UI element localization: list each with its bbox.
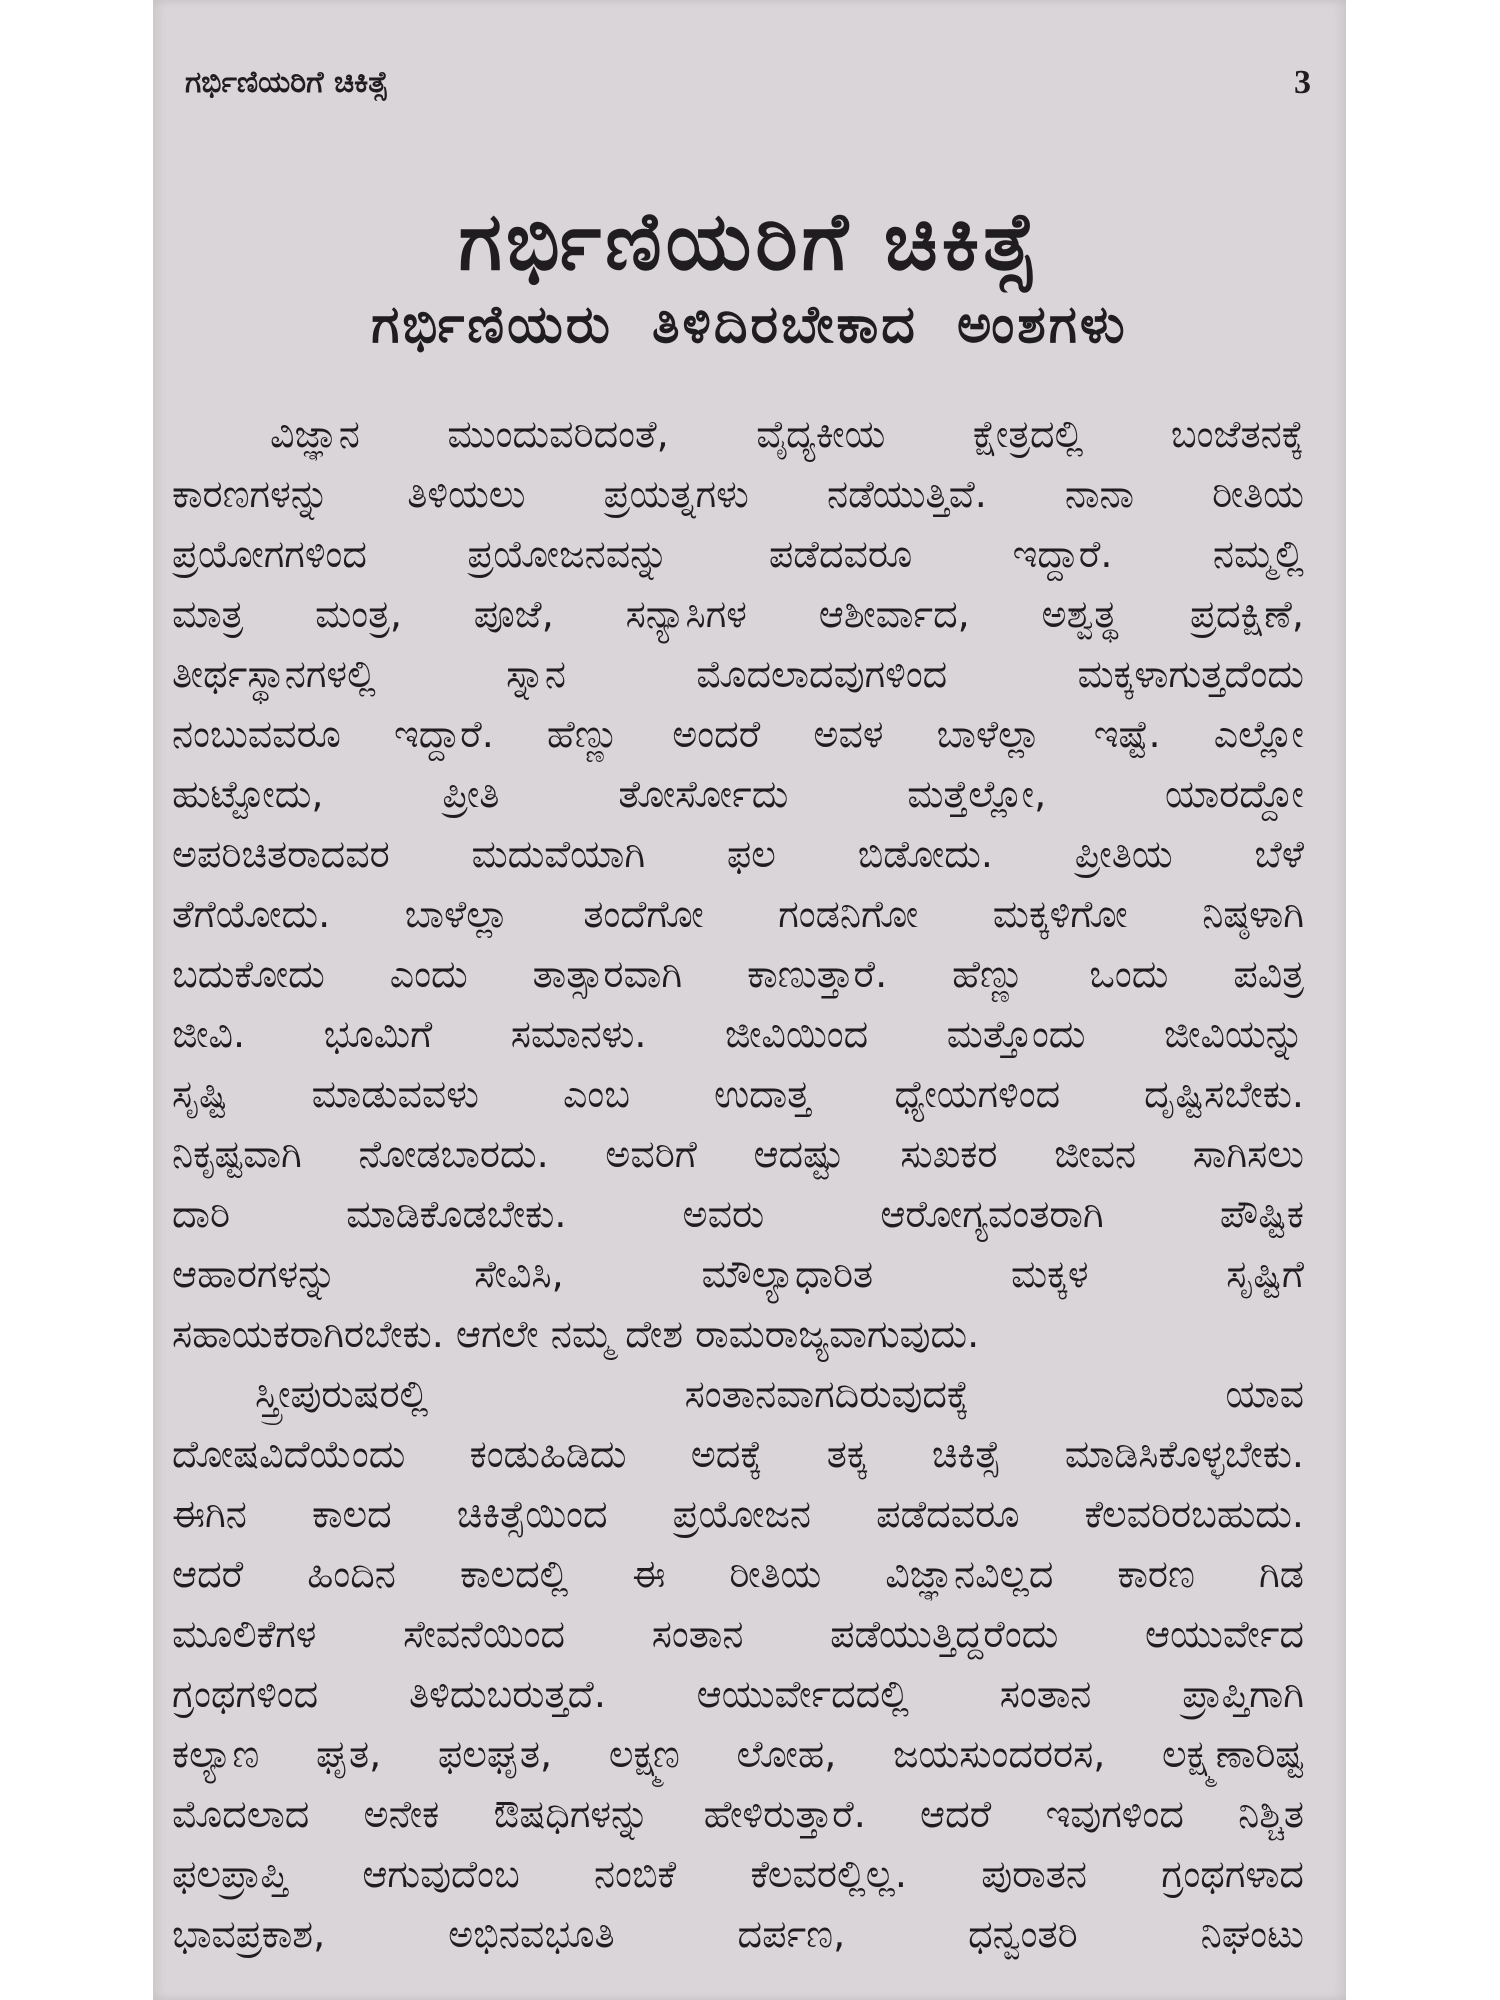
running-header-title: ಗರ್ಭಿಣಿಯರಿಗೆ ಚಿಕಿತ್ಸೆ [185,65,389,100]
text-line: ಬದುಕೋದು ಎಂದು ತಾತ್ಸಾರವಾಗಿ ಕಾಣುತ್ತಾರೆ. ಹೆಣ್ಣು ಒಂದು ಪವಿತ್ರ [172,952,1304,996]
chapter-title: ಗರ್ಭಿಣಿಯರಿಗೆ ಚಿಕಿತ್ಸೆ [458,195,1041,288]
text-line: ಆದರೆ ಹಿಂದಿನ ಕಾಲದಲ್ಲಿ ಈ ರೀತಿಯ ವಿಜ್ಞಾನವಿಲ್ಲದ ಕಾರಣ ಗಿಡ [172,1552,1304,1596]
page-number: 3 [1294,64,1311,101]
text-line: ಕಲ್ಯಾಣ ಘೃತ, ಫಲಘೃತ, ಲಕ್ಷ್ಮಣ ಲೋಹ, ಜಯಸುಂದರರಸ, ಲಕ್ಷ್ಮಣಾರಿಷ್ಟ [172,1732,1304,1776]
text-line: ಅಪರಿಚಿತರಾದವರ ಮದುವೆಯಾಗಿ ಫಲ ಬಿಡೋದು. ಪ್ರೀತಿಯ ಬೆಳೆ [172,832,1304,876]
chapter-subtitle: ಗರ್ಭಿಣಿಯರು ತಿಳಿದಿರಬೇಕಾದ ಅಂಶಗಳು [371,295,1128,355]
text-line: ಭಾವಪ್ರಕಾಶ, ಅಭಿನವಭೂತಿ ದರ್ಪಣ, ಧನ್ವಂತರಿ ನಿಘಂಟು [172,1912,1304,1956]
text-line: ತೆಗೆಯೋದು. ಬಾಳೆಲ್ಲಾ ತಂದೆಗೋ ಗಂಡನಿಗೋ ಮಕ್ಕಳಿಗೋ ನಿಷ್ಠಳಾಗಿ [172,892,1304,936]
text-line: ಮೊದಲಾದ ಅನೇಕ ಔಷಧಿಗಳನ್ನು ಹೇಳಿರುತ್ತಾರೆ. ಆದರೆ ಇವುಗಳಿಂದ ನಿಶ್ಚಿತ [172,1792,1304,1836]
text-line: ನಂಬುವವರೂ ಇದ್ದಾರೆ. ಹೆಣ್ಣು ಅಂದರೆ ಅವಳ ಬಾಳೆಲ್ಲಾ ಇಷ್ಟೆ. ಎಲ್ಲೋ [172,712,1304,756]
text-line: ದೋಷವಿದೆಯೆಂದು ಕಂಡುಹಿಡಿದು ಅದಕ್ಕೆ ತಕ್ಕ ಚಿಕಿತ್ಸೆ ಮಾಡಿಸಿಕೊಳ್ಳಬೇಕು. [172,1432,1304,1476]
paragraph-1 [172,404,1304,1364]
text-line: ಗ್ರಂಥಗಳಿಂದ ತಿಳಿದುಬರುತ್ತದೆ. ಆಯುರ್ವೇದದಲ್ಲಿ ಸಂತಾನ ಪ್ರಾಪ್ತಿಗಾಗಿ [172,1672,1304,1716]
text-line: ಜೀವಿ. ಭೂಮಿಗೆ ಸಮಾನಳು. ಜೀವಿಯಿಂದ ಮತ್ತೊಂದು ಜೀವಿಯನ್ನು [172,1012,1304,1056]
book-page [153,0,1346,2000]
text-line: ಸ್ತ್ರೀಪುರುಷರಲ್ಲಿ ಸಂತಾನವಾಗದಿರುವುದಕ್ಕೆ ಯಾವ [255,1372,1304,1416]
text-line: ಫಲಪ್ರಾಪ್ತಿ ಆಗುವುದೆಂಬ ನಂಬಿಕೆ ಕೆಲವರಲ್ಲಿಲ್ಲ. ಪುರಾತನ ಗ್ರಂಥಗಳಾದ [172,1852,1304,1896]
body-text [172,404,1304,1964]
paragraph-2 [172,1364,1304,1964]
text-line: ತೀರ್ಥಸ್ಥಾನಗಳಲ್ಲಿ ಸ್ನಾನ ಮೊದಲಾದವುಗಳಿಂದ ಮಕ್ಕಳಾಗುತ್ತದೆಂದು [172,652,1304,696]
text-line: ಹುಟ್ಟೋದು, ಪ್ರೀತಿ ತೋರ್ಸೋದು ಮತ್ತೆಲ್ಲೋ, ಯಾರದ್ದೋ [172,772,1304,816]
text-line: ಆಹಾರಗಳನ್ನು ಸೇವಿಸಿ, ಮೌಲ್ಯಾಧಾರಿತ ಮಕ್ಕಳ ಸೃಷ್ಟಿಗೆ [172,1252,1304,1296]
text-line: ಸೃಷ್ಟಿ ಮಾಡುವವಳು ಎಂಬ ಉದಾತ್ತ ಧ್ಯೇಯಗಳಿಂದ ದೃಷ್ಟಿಸಬೇಕು. [172,1072,1304,1116]
text-line: ಸಹಾಯಕರಾಗಿರಬೇಕು. ಆಗಲೇ ನಮ್ಮ ದೇಶ ರಾಮರಾಜ್ಯವಾಗುವುದು. [172,1312,980,1356]
text-line: ದಾರಿ ಮಾಡಿಕೊಡಬೇಕು. ಅವರು ಆರೋಗ್ಯವಂತರಾಗಿ ಪೌಷ್ಟಿಕ [172,1192,1304,1236]
text-line: ಕಾರಣಗಳನ್ನು ತಿಳಿಯಲು ಪ್ರಯತ್ನಗಳು ನಡೆಯುತ್ತಿವೆ. ನಾನಾ ರೀತಿಯ [172,472,1304,516]
text-line: ಮೂಲಿಕೆಗಳ ಸೇವನೆಯಿಂದ ಸಂತಾನ ಪಡೆಯುತ್ತಿದ್ದರೆಂದು ಆಯುರ್ವೇದ [172,1612,1304,1656]
text-line: ನಿಕೃಷ್ಟವಾಗಿ ನೋಡಬಾರದು. ಅವರಿಗೆ ಆದಷ್ಟು ಸುಖಕರ ಜೀವನ ಸಾಗಿಸಲು [172,1132,1304,1176]
running-header [185,62,1311,104]
text-line: ವಿಜ್ಞಾನ ಮುಂದುವರಿದಂತೆ, ವೈದ್ಯಕೀಯ ಕ್ಷೇತ್ರದಲ್ಲಿ ಬಂಜೆತನಕ್ಕೆ [270,412,1304,456]
text-line: ಮಾತ್ರ ಮಂತ್ರ, ಪೂಜೆ, ಸನ್ಯಾಸಿಗಳ ಆಶೀರ್ವಾದ, ಅಶ್ವತ್ಥ ಪ್ರದಕ್ಷಿಣೆ, [172,592,1304,636]
text-line: ಪ್ರಯೋಗಗಳಿಂದ ಪ್ರಯೋಜನವನ್ನು ಪಡೆದವರೂ ಇದ್ದಾರೆ. ನಮ್ಮಲ್ಲಿ [172,532,1304,576]
text-line: ಈಗಿನ ಕಾಲದ ಚಿಕಿತ್ಸೆಯಿಂದ ಪ್ರಯೋಜನ ಪಡೆದವರೂ ಕೆಲವರಿರಬಹುದು. [172,1492,1304,1536]
